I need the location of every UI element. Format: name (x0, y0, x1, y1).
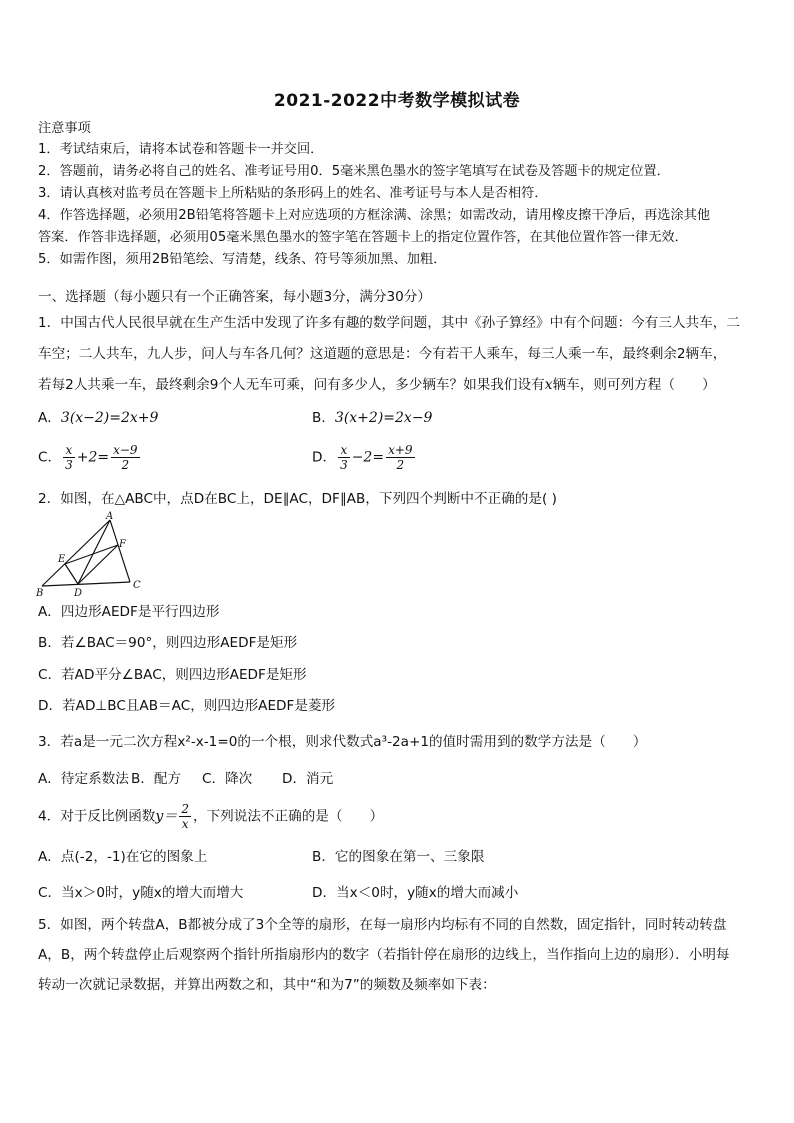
notice-item: 2．答题前，请务必将自己的姓名、准考证号用0．5毫米黑色墨水的签字笔填写在试卷及答题卡的规定位置． (38, 164, 670, 179)
fraction (338, 443, 350, 472)
fraction (63, 443, 75, 472)
label-c: C (133, 580, 141, 591)
q1-option-a (38, 409, 158, 427)
notice-item: 5．如需作图，须用2B铅笔绘、写清楚，线条、符号等须加黑、加粗． (38, 252, 447, 267)
option-formula: 3(x−2)=2x+9 (60, 410, 159, 426)
label-d: D (74, 588, 83, 598)
q3-option: A．待定系数法 (38, 771, 129, 787)
label-e: E (58, 554, 66, 565)
section-heading: 一、选择题（每小题只有一个正确答案，每小题3分，满分30分） (38, 289, 431, 305)
q4-stem-text: 4．对于反比例函数 (38, 808, 156, 825)
q1-line: 车空；二人共车，九人步，问人与车各几何？这道题的意思是：今有若干人乘车，每三人乘一车，最终剩余2辆车， (38, 346, 727, 362)
q5-line: 转动一次就记录数据，并算出两数之和，其中“和为7”的频数及频率如下表： (38, 977, 496, 993)
option-label: C． (38, 449, 62, 466)
triangle-figure (34, 510, 154, 598)
option-label: D． (312, 449, 337, 466)
side-ab (42, 520, 110, 586)
q2-option: A．四边形AEDF是平行四边形 (38, 604, 220, 620)
page-title: 2021-2022中考数学模拟试卷 (273, 91, 521, 111)
denominator: 3 (65, 458, 73, 472)
denominator: x (181, 817, 189, 831)
q2-option: B．若∠BAC＝90°，则四边形AEDF是矩形 (38, 635, 298, 651)
function-name: y＝ (155, 808, 178, 825)
q3-option: D．消元 (282, 771, 334, 787)
q1-line: 1．中国古代人民很早就在生产生活中发现了许多有趣的数学问题，其中《孙子算经》中有个问题：今有三人共车，二 (38, 315, 740, 331)
q1-variable: x (544, 377, 553, 393)
side-ac (110, 520, 130, 582)
denominator: 2 (121, 458, 130, 472)
denominator: 3 (340, 458, 348, 472)
option-label: B． (312, 410, 335, 426)
side-bc (42, 582, 130, 586)
q1-line-text-end: 辆车，则可列方程（ ） (552, 377, 716, 393)
notice-item: 答案．作答非选择题，必须用05毫米黑色墨水的签字笔在答题卡上的指定位置作答，在其他位置作答一律无效． (38, 230, 688, 245)
q2-stem: 2．如图，在△ABC中，点D在BC上，DE∥AC，DF∥AB，下列四个判断中不正确的是( ) (38, 491, 557, 507)
notice-item: 3．请认真核对监考员在答题卡上所粘贴的条形码上的姓名、准考证号与本人是否相符． (38, 186, 548, 201)
numerator: x (338, 443, 350, 458)
numerator: 2 (181, 802, 189, 816)
option-label: A． (38, 410, 61, 426)
fraction (179, 802, 191, 831)
fraction (111, 443, 139, 472)
label-a: A (106, 511, 114, 522)
notice-heading: 注意事项 (38, 121, 91, 136)
q3-option: B．配方 (131, 771, 182, 787)
option-formula: 3(x+2)=2x−9 (334, 410, 433, 426)
label-f: F (119, 539, 126, 550)
q4-option: D．当x＜0时，y随x的增大而减小 (312, 885, 519, 901)
notice-item: 1．考试结束后，请将本试卷和答题卡一并交回． (38, 142, 324, 157)
segment-df (78, 545, 118, 584)
q2-option: D．若AD⊥BC且AB＝AC，则四边形AEDF是菱形 (38, 698, 336, 714)
fraction (386, 443, 414, 472)
numerator: x+9 (388, 443, 413, 457)
q4-option: C．当x＞0时，y随x的增大而增大 (38, 885, 244, 901)
numerator: x (63, 443, 75, 458)
numerator: x−9 (113, 443, 138, 457)
q4-stem (38, 802, 383, 831)
q5-line: 5．如图，两个转盘A，B都被分成了3个全等的扇形，在每一扇形内均标有不同的自然数，固定指针，同时转动转盘 (38, 917, 727, 933)
q1-line-text: 若每2人共乘一车，最终剩余9个人无车可乘，问有多少人，多少辆车？如果我们设有 (38, 377, 545, 393)
segment-ad (78, 520, 110, 584)
segment-ef (65, 545, 118, 564)
q5-line: A，B，两个转盘停止后观察两个指针所指扇形内的数字（若指针停在扇形的边线上，当作指向上边的扇形）．小明每 (38, 947, 730, 963)
q3-option: C．降次 (202, 771, 253, 787)
q1-option-c (38, 443, 142, 472)
denominator: 2 (396, 458, 405, 472)
q4-option: B．它的图象在第一、三象限 (312, 849, 485, 865)
q3-stem: 3．若a是一元二次方程x²-x-1=0的一个根，则求代数式a³-2a+1的值时需用到的数学方法是（ ） (38, 734, 647, 750)
q4-stem-text: ，下列说法不正确的是（ ） (192, 808, 384, 825)
q4-option: A．点(-2，-1)在它的图象上 (38, 849, 208, 865)
q1-option-b (312, 409, 432, 427)
q1-option-d (312, 443, 417, 472)
q2-option: C．若AD平分∠BAC，则四边形AEDF是矩形 (38, 667, 307, 683)
option-formula: +2= (76, 449, 110, 466)
label-b: B (36, 588, 44, 598)
notice-item: 4．作答选择题，必须用2B铅笔将答题卡上对应选项的方框涂满、涂黑；如需改动，请用橡皮擦干净后，再选涂其他 (38, 208, 711, 223)
option-formula: −2= (351, 449, 385, 466)
segment-de (65, 564, 78, 584)
q1-line-3 (38, 376, 716, 394)
